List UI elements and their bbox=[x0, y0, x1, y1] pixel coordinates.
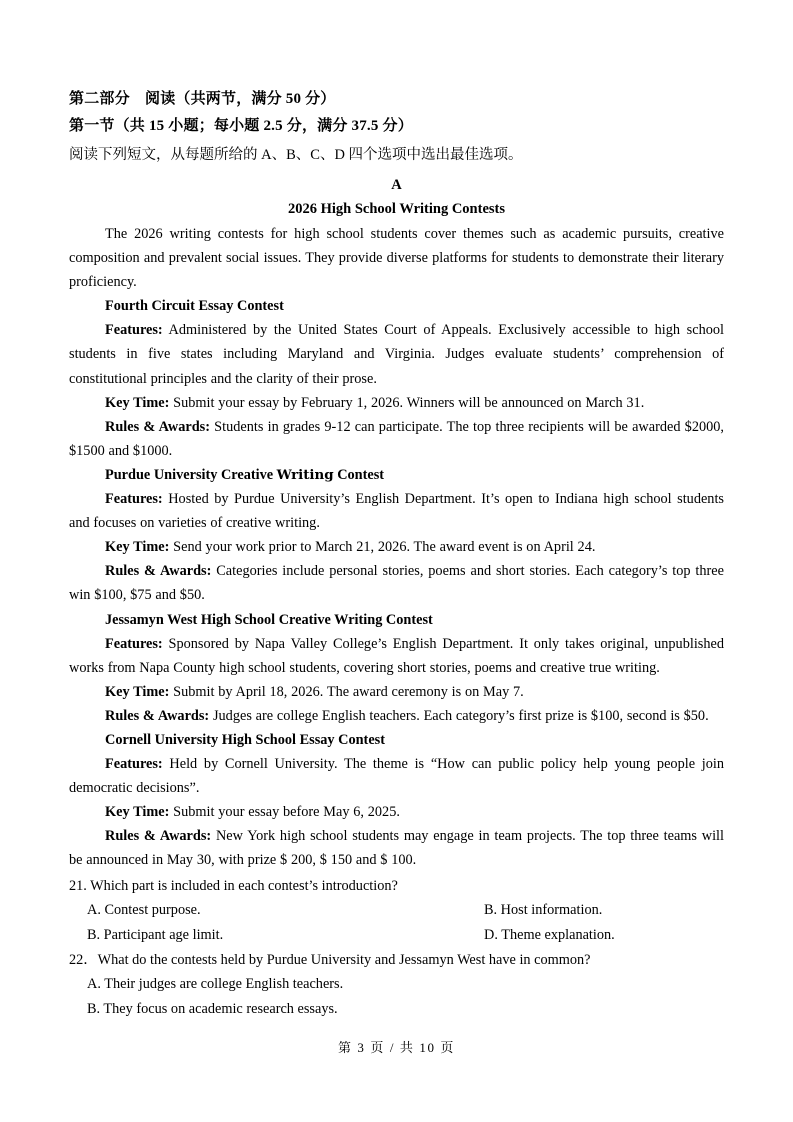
contest-heading-fourth-circuit bbox=[69, 294, 724, 318]
contest-heading-purdue bbox=[69, 463, 724, 487]
rules-label: Rules & Awards: bbox=[105, 563, 212, 580]
contest-heading-lead: Jessamyn West High School Creative Writing Contest bbox=[105, 611, 433, 628]
contest-heading-lead: Cornell University High School Essay Contest bbox=[105, 731, 385, 748]
key-time-label: Key Time: bbox=[105, 683, 170, 700]
features-text: Hosted by Purdue University’s English Department. It’s open to Indiana high school students and focuses on varieties of creative writing. bbox=[69, 491, 724, 532]
features-label: Features: bbox=[105, 491, 163, 508]
features-text: Held by Cornell University. The theme is “How can public policy help young people join democratic decisions”. bbox=[69, 756, 724, 797]
contest-features-jessamyn-west bbox=[69, 632, 724, 680]
key-time-label: Key Time: bbox=[105, 804, 170, 821]
contest-heading-light: Writing bbox=[276, 466, 334, 483]
passage-title: 2026 High School Writing Contests bbox=[288, 201, 505, 217]
contest-rules-jessamyn-west bbox=[69, 704, 724, 728]
contest-keytime-cornell bbox=[69, 800, 724, 824]
contest-heading-cornell bbox=[69, 728, 724, 752]
key-time-text: Submit your essay before May 6, 2025. bbox=[169, 804, 400, 821]
rules-label: Rules & Awards: bbox=[105, 418, 210, 435]
features-label: Features: bbox=[105, 322, 163, 339]
contest-keytime-jessamyn-west bbox=[69, 680, 724, 704]
passage-letter: A bbox=[391, 177, 402, 193]
section-heading-subsection-one: 第一节（共 15 小题；每小题 2.5 分，满分 37.5 分） bbox=[69, 118, 413, 134]
question-21-option-b[interactable]: B. Host information. bbox=[484, 902, 603, 919]
contest-rules-cornell bbox=[69, 824, 724, 872]
contest-heading-lead: Purdue University Creative bbox=[105, 466, 277, 483]
key-time-text: Submit by April 18, 2026. The award ceremony is on May 7. bbox=[169, 683, 524, 700]
contest-heading-jessamyn-west bbox=[69, 608, 724, 632]
question-22-stem: 22．What do the contests held by Purdue University and Jessamyn West have in common? bbox=[69, 951, 591, 968]
rules-label: Rules & Awards: bbox=[105, 707, 210, 724]
contest-heading-tail: Contest bbox=[333, 466, 385, 483]
contest-heading-lead: Fourth Circuit Essay Contest bbox=[105, 298, 284, 315]
contest-rules-purdue bbox=[69, 559, 724, 607]
reading-instruction: 阅读下列短文，从每题所给的 A、B、C、D 四个选项中选出最佳选项。 bbox=[69, 147, 523, 163]
key-time-label: Key Time: bbox=[105, 394, 170, 411]
contest-keytime-purdue bbox=[69, 535, 724, 559]
question-21-option-c[interactable]: B. Participant age limit. bbox=[87, 926, 224, 943]
features-label: Features: bbox=[105, 635, 163, 652]
question-21-option-d[interactable]: D. Theme explanation. bbox=[484, 926, 615, 943]
page-footer: 第 3 页 / 共 10 页 bbox=[337, 1040, 455, 1055]
question-21-options-row-1 bbox=[69, 898, 724, 922]
intro-paragraph: The 2026 writing contests for high school students cover themes such as academic pursuits, creative composition and prevalent social issues. They provide diverse platforms for students to demonstrate their literary proficiency. bbox=[69, 226, 724, 291]
features-text: Sponsored by Napa Valley College’s English Department. It only takes original, unpublished works from Napa County high school students, covering short stories, poems and creative true writing. bbox=[69, 635, 724, 676]
questions-section bbox=[69, 874, 724, 1021]
rules-text: Judges are college English teachers. Each category’s first prize is $100, second is $50. bbox=[209, 707, 709, 724]
rules-label: Rules & Awards: bbox=[105, 828, 212, 845]
question-21-stem: 21. Which part is included in each contest’s introduction? bbox=[69, 878, 398, 894]
key-time-text: Send your work prior to March 21, 2026. The award event is on April 24. bbox=[169, 539, 596, 556]
question-22-option-b[interactable]: B. They focus on academic research essays. bbox=[87, 1000, 338, 1017]
rules-text: Categories include personal stories, poems and short stories. Each category’s top three win $100, $75 and $50. bbox=[69, 563, 724, 604]
features-label: Features: bbox=[105, 756, 163, 773]
rules-text: Students in grades 9-12 can participate. The top three recipients will be awarded $2000, $1500 and $1000. bbox=[69, 418, 724, 459]
rules-text: New York high school students may engage in team projects. The top three teams will be announced in May 30, with prize $ 200, $ 150 and $ 100. bbox=[69, 828, 725, 869]
contest-features-fourth-circuit bbox=[69, 318, 724, 390]
contest-features-cornell bbox=[69, 752, 724, 800]
passage-body bbox=[69, 222, 724, 873]
contest-rules-fourth-circuit bbox=[69, 415, 724, 463]
contest-keytime-fourth-circuit bbox=[69, 391, 724, 415]
document-page bbox=[69, 0, 724, 1122]
key-time-text: Submit your essay by February 1, 2026. Winners will be announced on March 31. bbox=[169, 394, 645, 411]
key-time-label: Key Time: bbox=[105, 539, 170, 556]
section-heading-part-two: 第二部分 阅读（共两节，满分 50 分） bbox=[69, 91, 336, 107]
features-text: Administered by the United States Court of Appeals. Exclusively accessible to high school students in five states including Maryland and Virginia. Judges evaluate students’ comprehension of constitutional principles and the clarity of their prose. bbox=[69, 322, 724, 387]
question-21-option-a[interactable]: A. Contest purpose. bbox=[87, 902, 201, 919]
question-21-options-row-2 bbox=[69, 923, 724, 947]
contest-features-purdue bbox=[69, 487, 724, 535]
question-22-option-a[interactable]: A. Their judges are college English teachers. bbox=[87, 976, 344, 993]
